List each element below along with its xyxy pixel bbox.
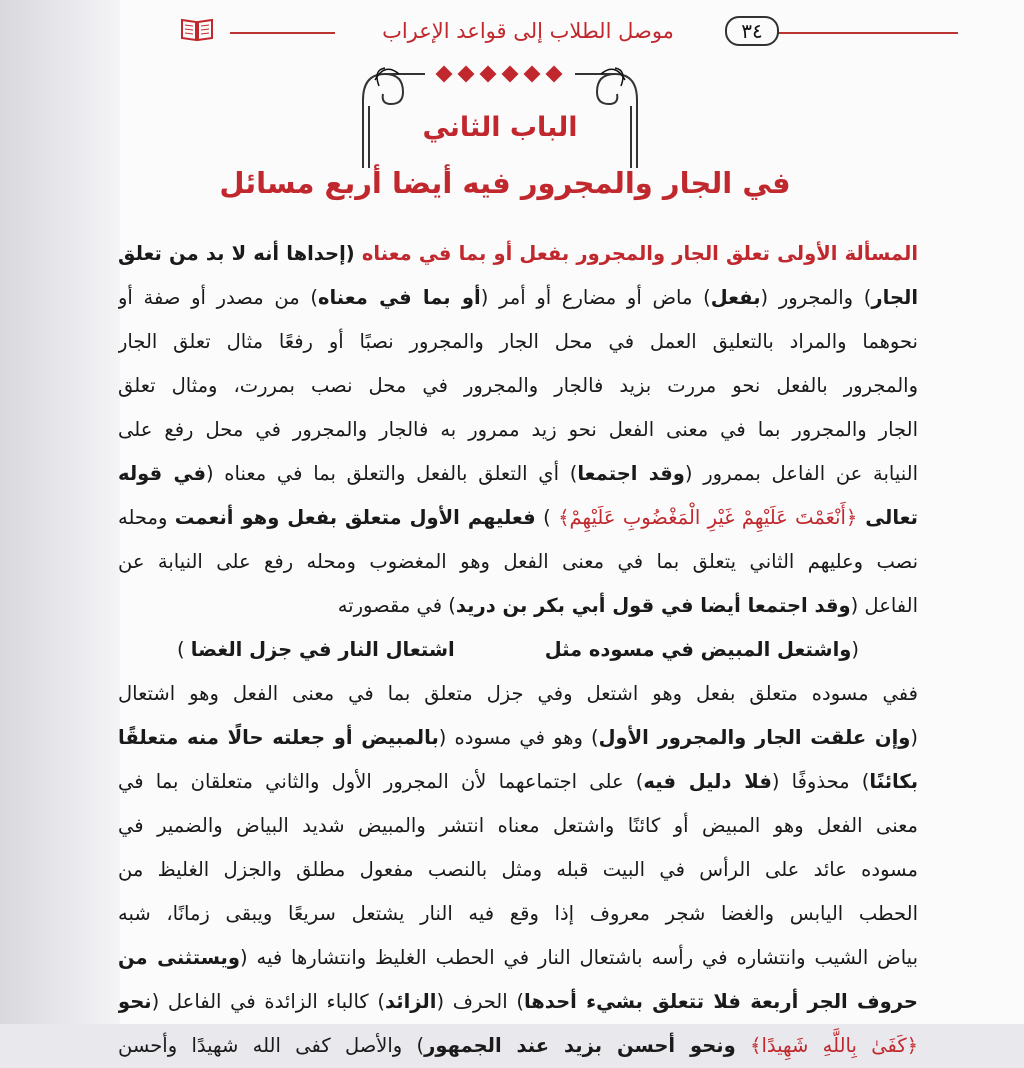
text-line xyxy=(118,364,918,408)
section-heading: المسألة الأولى تعلق الجار والمجرور بفعل أو بما في معناه xyxy=(361,242,918,265)
sharh-text: ومحله xyxy=(118,506,175,529)
sharh-text: ) من مصدر أو صفة أو xyxy=(118,286,318,309)
sharh-text: ) والأصل كفى الله شهيدًا وأحسن xyxy=(118,1034,425,1057)
matn-text: وإن علقت الجار والمجرور الأول xyxy=(598,726,911,749)
sharh-text: ) محذوفًا ( xyxy=(771,770,870,793)
header-rule-left xyxy=(230,32,335,34)
sharh-text: الجار والمجرور بما في معنى الفعل نحو زيد ممرور به فالجار والمجرور في محل رفع على xyxy=(118,418,918,441)
header-rule-right xyxy=(778,32,958,34)
page-header xyxy=(170,14,990,50)
sharh-text: الحطب اليابس والغضا شجر معروف إذا وقع فيه النار يشتعل سريعًا ويبقى زمانًا، شبه xyxy=(118,902,918,925)
page-number: ٣٤ xyxy=(725,16,779,46)
sharh-text: والمجرور بالفعل نحو مررت بزيد فالجار والمجرور في محل نصب بمررت، ومثال تعلق xyxy=(118,374,918,397)
sharh-text: معنى الفعل وهو المبيض أو كائنًا واشتعل معناه انتشر والمبيض شديد البياض والضمير في xyxy=(118,814,918,837)
sharh-text: ( xyxy=(851,638,860,661)
matn-text: فلا دليل فيه xyxy=(643,770,772,793)
sharh-text: النيابة عن الفاعل بممرور ( xyxy=(684,462,918,485)
sharh-text: ) xyxy=(535,506,559,529)
matn-text: ويستثنى من xyxy=(118,946,240,969)
sharh-text xyxy=(736,1034,750,1057)
text-line xyxy=(118,804,918,848)
sharh-text: ) على اجتماعهما لأن المجرور الأول والثاني متعلقان بما في xyxy=(118,770,644,793)
matn-text: (إحداها أنه لا بد من تعلق xyxy=(118,242,362,265)
sharh-text: ) الحرف ( xyxy=(436,990,524,1013)
text-line xyxy=(118,584,918,628)
chapter-subtitle: في الجار والمجرور فيه أيضا أربع مسائل xyxy=(219,166,791,200)
chapter-title: الباب الثاني xyxy=(422,112,578,143)
text-line xyxy=(118,320,918,364)
matn-text: في قوله xyxy=(118,462,206,485)
text-line xyxy=(118,1024,918,1068)
matn-text: حروف الجر أربعة فلا تتعلق بشيء أحدها xyxy=(523,990,918,1013)
sharh-text: ففي مسوده متعلق بفعل وهو اشتعل وفي جزل متعلق بما في معنى الفعل وهو اشتعال xyxy=(118,682,918,705)
book-icon xyxy=(180,16,214,42)
running-title: موصل الطلاب إلى قواعد الإعراب xyxy=(382,19,674,43)
matn-text: وقد اجتمعا xyxy=(577,462,685,485)
matn-text: الجار xyxy=(871,286,918,309)
text-line xyxy=(118,716,918,760)
matn-text: وقد اجتمعا أيضا في قول أبي بكر بن دريد xyxy=(455,594,851,617)
sharh-text: ( xyxy=(910,726,918,749)
quran-verse: ﴿أَنْعَمْتَ عَلَيْهِمْ غَيْرِ الْمَغْضُوبِ عَلَيْهِمْ﴾ xyxy=(558,506,858,529)
matn-text: تعالى xyxy=(857,506,918,529)
sharh-text: نصب وعليهم الثاني يتعلق بما في معنى الفعل وهو المغضوب ومحله رفع على النيابة عن xyxy=(118,550,918,573)
matn-text: نحو xyxy=(118,990,152,1013)
matn-text: أو بما في معناه xyxy=(317,286,481,309)
matn-text: ونحو أحسن بزيد عند الجمهور xyxy=(424,1034,736,1057)
sharh-text: ) والمجرور ( xyxy=(760,286,872,309)
matn-text: فعليهم الأول متعلق بفعل وهو أنعمت xyxy=(174,506,536,529)
sharh-text: الفاعل ( xyxy=(850,594,918,617)
body-text xyxy=(118,232,918,1068)
text-line xyxy=(118,892,918,936)
sharh-text: بياض الشيب وانتشاره في رأسه باشتعال النار في الحطب الغليظ وانتشارها فيه ( xyxy=(240,946,918,969)
sharh-text: مسوده عائد على الرأس في البيت قبله ومثل بالنصب مفعول مطلق والجزل الغليظ من xyxy=(118,858,918,881)
text-line xyxy=(118,452,918,496)
sharh-text: ) أي التعلق بالفعل والتعلق بما في معناه ( xyxy=(205,462,578,485)
sharh-text: ) ماض أو مضارع أو أمر ( xyxy=(480,286,711,309)
sharh-text: ) وهو في مسوده ( xyxy=(438,726,599,749)
sharh-text: ) كالباء الزائدة في الفاعل ( xyxy=(151,990,386,1013)
verse-hemistich-second: اشتعال النار في جزل الغضا xyxy=(190,638,455,661)
text-line xyxy=(118,496,918,540)
book-gutter xyxy=(0,0,120,1024)
sharh-text: ) في مقصورته xyxy=(337,594,456,617)
text-line xyxy=(118,980,918,1024)
text-line xyxy=(118,276,918,320)
matn-text: بالمبيض أو جعلته حالًا منه متعلقًا xyxy=(118,726,439,749)
verse-hemistich-first: واشتعل المبيض في مسوده مثل xyxy=(544,638,852,661)
text-line xyxy=(118,848,918,892)
matn-text: الزائد xyxy=(385,990,437,1013)
sharh-text: نحوهما والمراد بالتعليق العمل في محل الجار والمجرور نصبًا أو رفعًا مثال تعلق الجار xyxy=(118,330,918,353)
text-line xyxy=(118,232,918,276)
matn-text: بكائنًا xyxy=(869,770,918,793)
text-line xyxy=(118,936,918,980)
sharh-text: ) xyxy=(176,638,191,661)
matn-text: بفعل xyxy=(710,286,761,309)
poetry-verse xyxy=(118,628,918,672)
text-line xyxy=(118,760,918,804)
text-line xyxy=(118,408,918,452)
text-line xyxy=(118,672,918,716)
quran-verse: ﴿كَفَىٰ بِاللَّهِ شَهِيدًا﴾ xyxy=(750,1034,918,1057)
text-line xyxy=(118,540,918,584)
